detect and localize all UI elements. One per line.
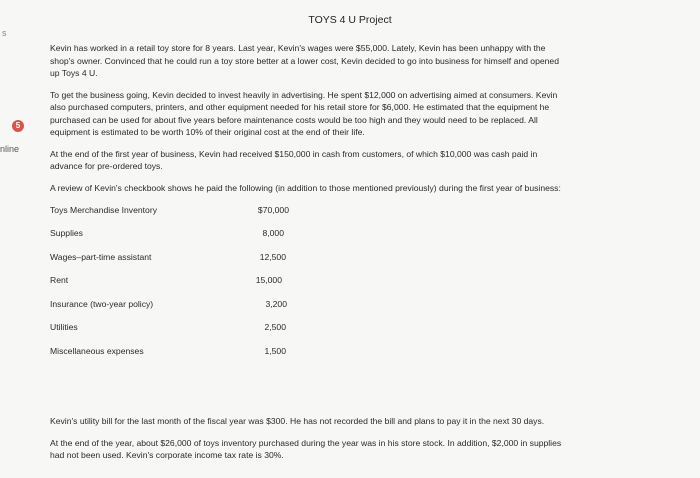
closing-section	[50, 415, 570, 471]
gutter-mark: s	[2, 28, 7, 38]
table-row	[50, 245, 570, 269]
paragraph-cash-received: At the end of the first year of business, Kevin had received $150,000 in cash from customers, of which $10,000 was cash paid in advance for pre-ordered toys.	[50, 148, 538, 171]
expense-amount: 3,200	[265, 298, 287, 309]
page-title: TOYS 4 U Project	[308, 14, 392, 26]
expense-label: Rent	[50, 275, 69, 285]
expense-amount: 8,000	[262, 228, 284, 238]
expense-amount: $70,000	[257, 204, 289, 215]
table-row	[50, 269, 570, 293]
table-row	[50, 339, 570, 363]
notification-badge[interactable]: 5	[12, 120, 24, 132]
paragraph-utility-bill: Kevin's utility bill for the last month of the fiscal year was $300. He has not recorded the bill and plans to pay it in the next 30 days.	[50, 416, 545, 426]
table-row	[50, 198, 570, 222]
paragraph-intro: Kevin has worked in a retail toy store for 8 years. Last year, Kevin's wages were $55,000. Lately, Kevin has been unhappy with the shop's owner. Convinced that he could run a toy store better at a lower cost, Kevin decided to go into business for himself and opened up Toys 4 U.	[50, 43, 559, 78]
gutter-label: nline	[0, 144, 20, 154]
document-body	[50, 42, 570, 369]
expense-label: Insurance (two-year policy)	[50, 298, 154, 309]
expense-amount: 1,500	[264, 345, 286, 356]
table-row	[50, 292, 570, 316]
left-gutter	[0, 0, 44, 478]
paragraph-checkbook: A review of Kevin's checkbook shows he paid the following (in addition to those mentioned previously) during the first year of business:	[50, 182, 561, 193]
expense-label: Supplies	[50, 228, 83, 238]
expense-amount: 12,500	[259, 251, 286, 262]
expense-label: Wages–part-time assistant	[50, 251, 152, 262]
expense-amount: 2,500	[264, 322, 286, 332]
expense-table	[50, 198, 570, 363]
table-row	[50, 222, 570, 246]
expense-label: Utilities	[50, 322, 78, 332]
paragraph-year-end-inventory: At the end of the year, about $26,000 of toys inventory purchased during the year was in his store stock. In addition, $2,000 in supplies had not been used. Kevin's corporate income tax rate is 30%.	[50, 437, 562, 460]
expense-label: Toys Merchandise Inventory	[50, 204, 157, 215]
expense-amount: 15,000	[255, 275, 282, 285]
paragraph-advertising: To get the business going, Kevin decided to invest heavily in advertising. He spent $12,000 on advertising aimed at consumers. Kevin also purchased computers, printers, and other equipment needed for his retail store for $6,000. He estimated that the equipment he purchased can be used for about five years before maintenance costs would be too high and they would need to be replaced. All equipment is estimated to be worth 10% of their original cost at the end of their life.	[50, 89, 558, 137]
expense-label: Miscellaneous expenses	[50, 345, 144, 356]
table-row	[50, 316, 570, 340]
